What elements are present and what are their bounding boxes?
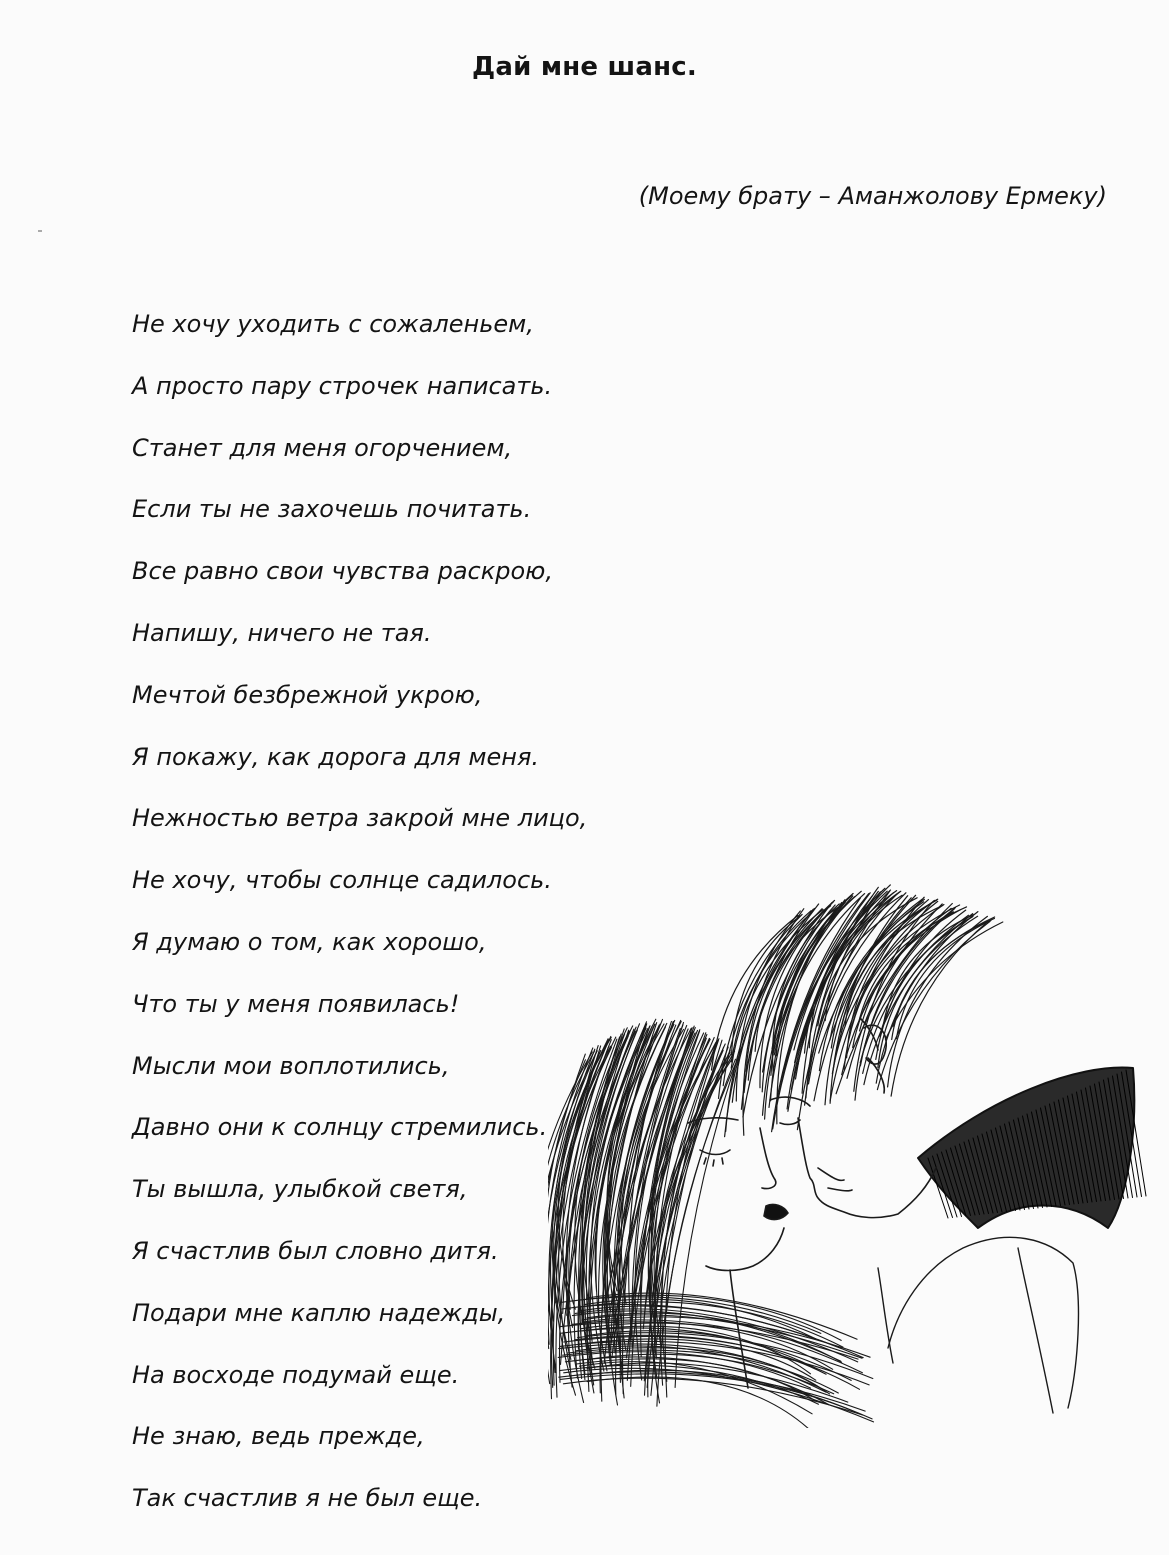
poem-line: Не хочу, чтобы солнце садилось.	[132, 866, 552, 895]
poem-line: Что ты у меня появилась!	[132, 989, 460, 1018]
poem-title: Дай мне шанс.	[472, 52, 697, 82]
scan-speck	[38, 230, 42, 232]
poem-line: Я покажу, как дорога для меня.	[132, 742, 540, 771]
poem-line: Все равно свои чувства раскрою,	[132, 557, 553, 586]
poem-line: Нежностью ветра закрой мне лицо,	[132, 804, 588, 833]
couple-sketch-icon	[548, 868, 1148, 1428]
woman-hair	[548, 1019, 874, 1428]
poem-line: Мечтой безбрежной укрою,	[132, 680, 483, 709]
poem-line: На восходе подумай еще.	[132, 1360, 460, 1389]
man-hair	[712, 885, 1003, 1137]
poem-line: Давно они к солнцу стремились.	[132, 1113, 548, 1142]
man-body	[878, 1237, 1078, 1413]
poem-line: А просто пару строчек написать.	[132, 371, 553, 400]
coat-collar	[918, 1068, 1146, 1228]
poem-line: Если ты не захочешь почитать.	[132, 495, 532, 524]
poem-line: Так счастлив я не был еще.	[132, 1484, 483, 1513]
poem-line: Я счастлив был словно дитя.	[132, 1236, 499, 1265]
poem-line: Станет для меня огорчением,	[132, 433, 513, 462]
poem-line: Не знаю, ведь прежде,	[132, 1422, 425, 1451]
poem-line: Мысли мои воплотились,	[132, 1051, 450, 1080]
poem-line: Напишу, ничего не тая.	[132, 618, 432, 647]
poem-line: Не хочу уходить с сожаленьем,	[132, 310, 534, 338]
poem-line: Я думаю о том, как хорошо,	[132, 927, 487, 956]
poem-line: Подари мне каплю надежды,	[132, 1298, 506, 1327]
dedication: (Моему брату – Аманжолову Ермеку)	[638, 182, 1107, 210]
poem-body	[132, 306, 587, 1542]
poem-line: Ты вышла, улыбкой светя,	[132, 1175, 468, 1204]
